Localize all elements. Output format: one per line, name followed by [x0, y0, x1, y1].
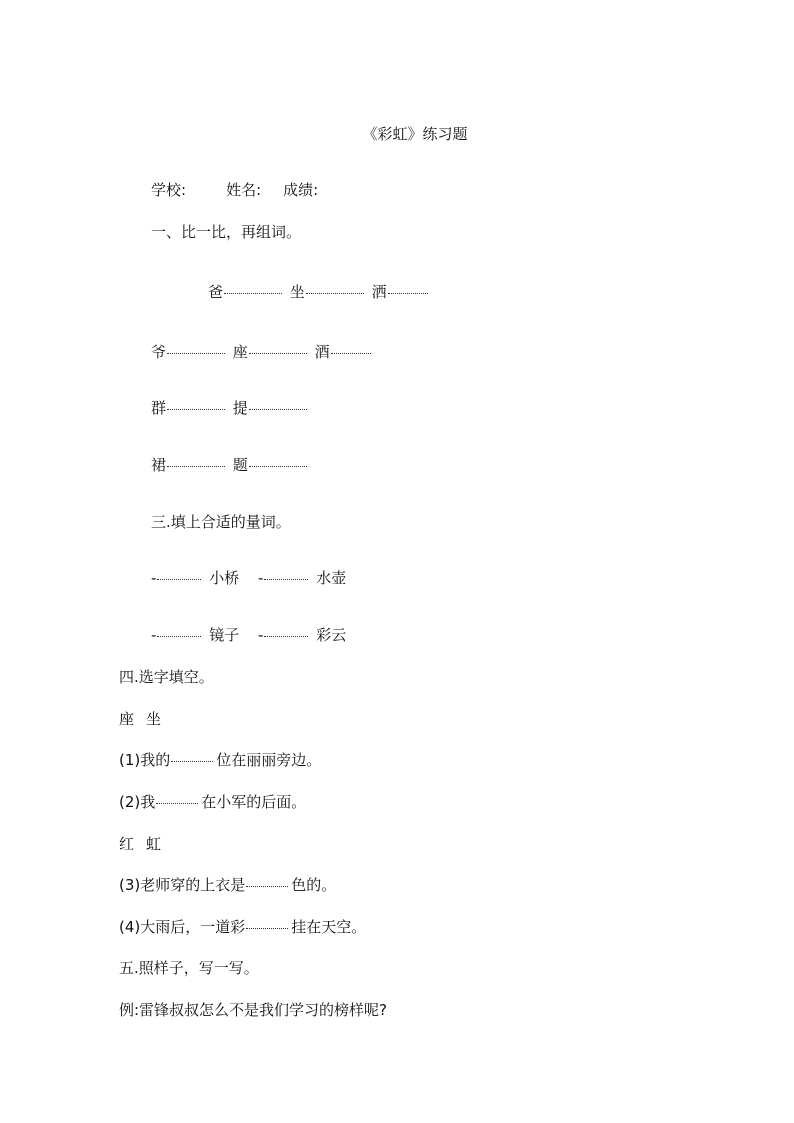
answer-blank — [224, 293, 282, 294]
noun-item: 彩云 — [316, 626, 347, 644]
question-2 — [119, 792, 306, 812]
noun-item: 镜子 — [209, 626, 240, 644]
char-item: 座 — [232, 343, 248, 361]
name-label: 姓名: — [226, 181, 262, 199]
dash-mark: - — [151, 626, 157, 644]
answer-blank — [157, 579, 201, 580]
example-sentence: 例:雷锋叔叔怎么不是我们学习的榜样呢? — [119, 1001, 388, 1019]
answer-blank — [249, 409, 307, 410]
char-item: 爷 — [151, 343, 167, 361]
compare-row-1 — [208, 282, 431, 302]
answer-blank — [249, 353, 307, 354]
choice-char: 座 — [119, 710, 135, 728]
answer-blank — [171, 761, 213, 762]
answer-blank — [249, 466, 307, 467]
answer-blank — [264, 579, 308, 580]
noun-item: 小桥 — [209, 569, 240, 587]
question-text: (3)老师穿的上衣是 — [119, 876, 246, 894]
section-3-heading: 三.填上合适的量词。 — [151, 513, 291, 531]
measure-row-2 — [151, 625, 346, 645]
answer-blank — [246, 886, 288, 887]
answer-blank — [388, 293, 428, 294]
choice-char: 虹 — [146, 835, 162, 853]
choice-char: 坐 — [146, 710, 162, 728]
char-item: 坐 — [289, 283, 305, 301]
question-1 — [119, 750, 321, 770]
question-text: 色的。 — [291, 876, 337, 894]
choice-char: 红 — [119, 835, 135, 853]
char-item: 题 — [232, 456, 248, 474]
compare-row-3 — [151, 398, 310, 418]
question-text: (4)大雨后，一道彩 — [119, 918, 246, 936]
section-5-heading: 五.照样子，写一写。 — [119, 959, 259, 977]
question-text: 挂在天空。 — [291, 918, 367, 936]
dash-mark: - — [258, 569, 264, 587]
question-4 — [119, 917, 366, 937]
noun-item: 水壶 — [316, 569, 347, 587]
question-3 — [119, 875, 336, 895]
answer-blank — [167, 409, 225, 410]
answer-blank — [167, 466, 225, 467]
school-label: 学校: — [151, 181, 187, 199]
compare-row-2 — [151, 342, 374, 362]
question-text: (1)我的 — [119, 751, 171, 769]
section-4-heading: 四.选字填空。 — [119, 668, 214, 686]
char-choice-1 — [119, 709, 161, 729]
section-1-heading: 一、比一比，再组词。 — [151, 223, 302, 241]
question-text: 位在丽丽旁边。 — [216, 751, 322, 769]
score-label: 成绩: — [283, 181, 319, 199]
header-info-row — [151, 180, 318, 200]
answer-blank — [306, 293, 364, 294]
char-item: 酒 — [314, 343, 330, 361]
compare-row-4 — [151, 455, 310, 475]
dash-mark: - — [151, 569, 157, 587]
char-item: 提 — [232, 399, 248, 417]
answer-blank — [156, 803, 198, 804]
char-item: 裙 — [151, 456, 167, 474]
answer-blank — [331, 353, 371, 354]
page-title: 《彩虹》练习题 — [362, 125, 468, 143]
dash-mark: - — [258, 626, 264, 644]
answer-blank — [264, 636, 308, 637]
char-item: 洒 — [371, 283, 387, 301]
question-text: 在小军的后面。 — [201, 793, 307, 811]
answer-blank — [246, 928, 288, 929]
answer-blank — [167, 353, 225, 354]
char-item: 爸 — [208, 283, 224, 301]
answer-blank — [157, 636, 201, 637]
question-text: (2)我 — [119, 793, 156, 811]
measure-row-1 — [151, 568, 346, 588]
char-choice-2 — [119, 834, 161, 854]
char-item: 群 — [151, 399, 167, 417]
